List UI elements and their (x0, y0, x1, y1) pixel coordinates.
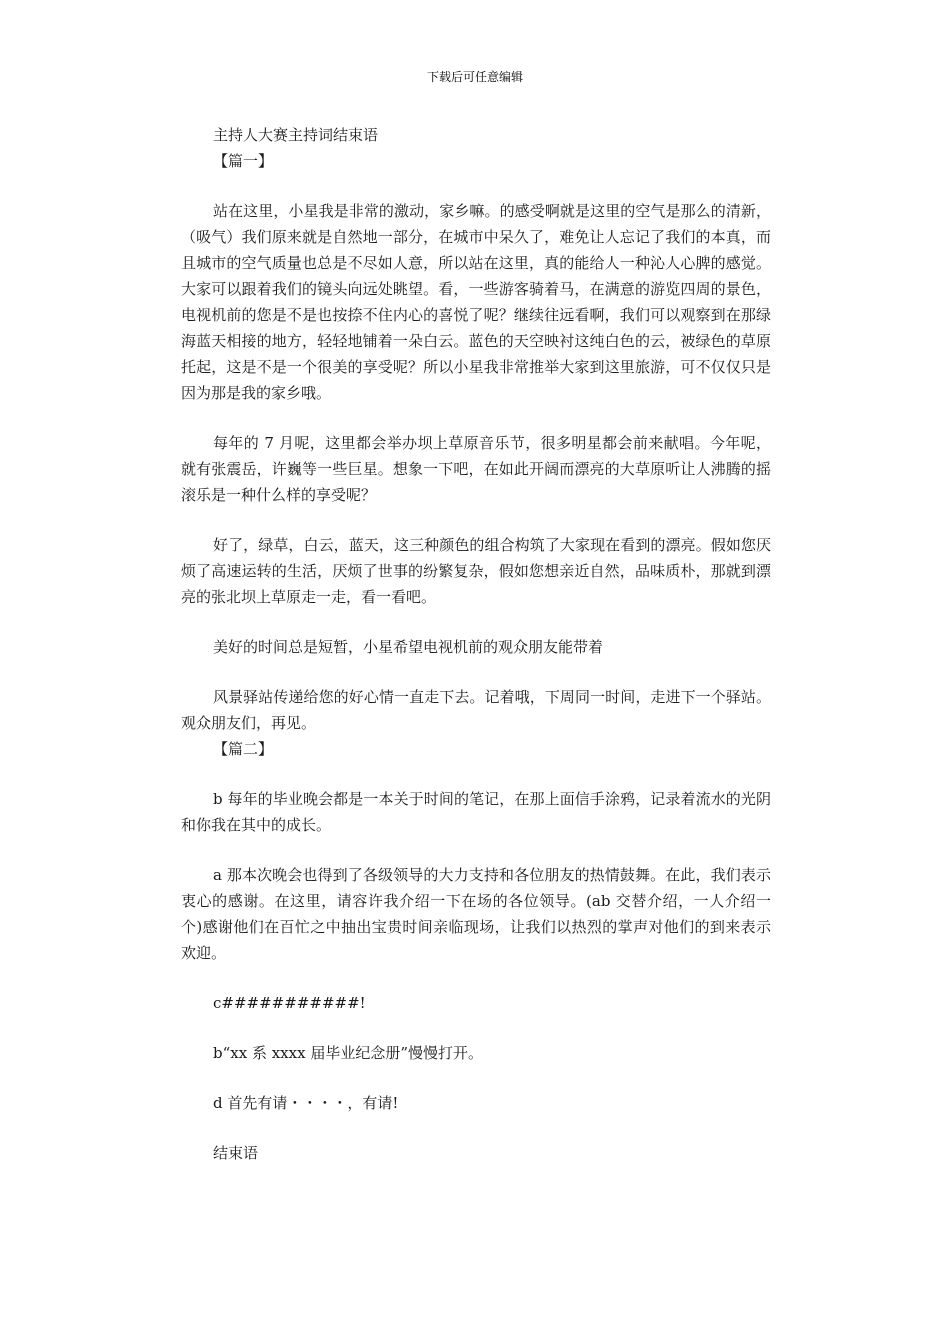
paragraph: 结束语 (213, 1144, 259, 1162)
paragraph: b“xx 系 xxxx 届毕业纪念册”慢慢打开。 (213, 1044, 484, 1062)
paragraph: b 每年的毕业晚会都是一本关于时间的笔记，在那上面信手涂鸦，记录着流水的光阴和你我在其中的成长。 (181, 790, 771, 834)
paragraph: 风景驿站传递给您的好心情一直走下去。记着哦，下周同一时间，走进下一个驿站。观众朋友们，再见。 (181, 688, 771, 732)
paragraph: 站在这里，小星我是非常的激动，家乡嘛。的感受啊就是这里的空气是那么的清新，（吸气）我们原来就是自然地一部分，在城市中呆久了，难免让人忘记了我们的本真，而且城市的空气质量也总是不尽如人意，所以站在这里，真的能给人一种沁人心脾的感觉。大家可以跟着我们的镜头向远处眺望。看，一些游客骑着马，在满意的游览四周的景色，电视机前的您是不是也按捺不住内心的喜悦了呢？继续往远看啊，我们可以观察到在那绿海蓝天相接的地方，轻轻地铺着一朵白云。蓝色的天空映衬这纯白色的云，被绿色的草原托起，这是不是一个很美的享受呢？所以小星我非常推举大家到这里旅游，可不仅仅只是因为那是我的家乡哦。 (181, 202, 771, 402)
paragraph: 美好的时间总是短暂，小星希望电视机前的观众朋友能带着 (213, 638, 604, 656)
document-body (181, 122, 771, 1166)
paragraph: d 首先有请・・・・，有请! (213, 1094, 399, 1112)
document-title: 主持人大赛主持词结束语 (213, 126, 379, 144)
section-heading-2: 【篇二】 (213, 740, 274, 758)
paragraph: 好了，绿草，白云，蓝天，这三种颜色的组合构筑了大家现在看到的漂亮。假如您厌烦了高速运转的生活，厌烦了世事的纷繁复杂，假如您想亲近自然，品味质朴，那就到漂亮的张北坝上草原走一走，看一看吧。 (181, 536, 771, 606)
header-note: 下载后可任意编辑 (426, 70, 523, 84)
paragraph: 每年的 7 月呢，这里都会举办坝上草原音乐节，很多明星都会前来献唱。今年呢，就有张震岳，许巍等一些巨星。想象一下吧，在如此开阔而漂亮的大草原听让人沸腾的摇滚乐是一种什么样的享受呢？ (181, 434, 771, 504)
paragraph: c###########! (213, 994, 366, 1012)
paragraph: a 那本次晚会也得到了各级领导的大力支持和各位朋友的热情鼓舞。在此，我们表示衷心的感谢。在这里，请容许我介绍一下在场的各位领导。(ab 交替介绍，一人介绍一个)感谢他们在百忙之中抽出宝贵时间亲临现场，让我们以热烈的掌声对他们的到来表示欢迎。 (181, 866, 771, 962)
section-heading-1: 【篇一】 (213, 152, 274, 170)
